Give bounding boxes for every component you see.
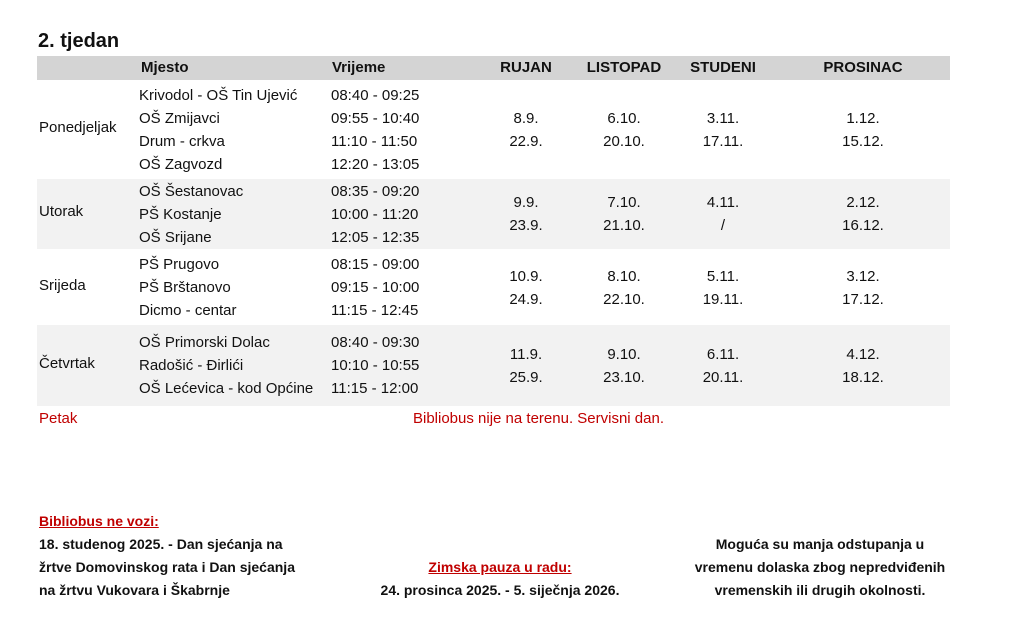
- zimska-pauza-text: 24. prosinca 2025. - 5. siječnja 2026.: [380, 582, 620, 598]
- dates-prosinac: [808, 343, 918, 389]
- ne-vozi-line: 18. studenog 2025. - Dan sjećanja na: [39, 536, 283, 552]
- dates-studeni: [668, 265, 778, 311]
- odstupanja-note: [660, 533, 980, 602]
- table-header: [37, 56, 950, 80]
- day-label: Ponedjeljak: [39, 119, 117, 136]
- date: 4.11.: [706, 194, 740, 211]
- dates-prosinac: [808, 265, 918, 311]
- time: 08:35 - 09:20: [331, 183, 420, 200]
- times-list: [331, 180, 419, 249]
- time: 08:40 - 09:25: [331, 87, 420, 104]
- dates-studeni: [668, 191, 778, 237]
- dates-prosinac: [808, 191, 918, 237]
- page-title: 2. tjedan: [38, 30, 120, 52]
- time: 11:10 - 11:50: [331, 133, 418, 150]
- dates-rujan: [471, 191, 581, 237]
- date: 24.9.: [509, 291, 543, 308]
- header-month-studeni: STUDENI: [690, 59, 756, 76]
- place: Krivodol - OŠ Tin Ujević: [139, 87, 298, 104]
- odstupanja-line: Moguća su manja odstupanja u: [715, 536, 925, 552]
- day-label: Srijeda: [39, 277, 86, 294]
- dates-rujan: [471, 107, 581, 153]
- date: 20.10.: [603, 133, 645, 150]
- places-list: [139, 253, 237, 322]
- date: 9.9.: [513, 194, 539, 211]
- date: 6.11.: [706, 346, 740, 363]
- header-month-rujan: RUJAN: [500, 59, 552, 76]
- place: PŠ Kostanje: [139, 206, 222, 223]
- friday-label: Petak: [39, 410, 78, 427]
- dates-listopad: [569, 107, 679, 153]
- date: 17.12.: [842, 291, 884, 308]
- time: 09:55 - 10:40: [331, 110, 420, 127]
- row-cetvrtak: [37, 325, 950, 406]
- time: 08:40 - 09:30: [331, 334, 420, 351]
- row-utorak: [37, 179, 950, 249]
- dates-studeni: [668, 107, 778, 153]
- date: 18.12.: [842, 369, 884, 386]
- date: 8.9.: [513, 110, 539, 127]
- dates-listopad: [569, 265, 679, 311]
- ne-vozi-title: Bibliobus ne vozi:: [39, 513, 159, 529]
- date: 22.9.: [509, 133, 543, 150]
- places-list: [139, 84, 297, 176]
- dates-listopad: [569, 343, 679, 389]
- date: 21.10.: [603, 217, 645, 234]
- header-mjesto: Mjesto: [141, 59, 189, 76]
- place: OŠ Zagvozd: [139, 156, 223, 173]
- time: 10:10 - 10:55: [331, 357, 420, 374]
- date: 20.11.: [702, 369, 744, 386]
- place: OŠ Lećevica - kod Općine: [139, 380, 314, 397]
- date: 16.12.: [842, 217, 884, 234]
- date: 5.11.: [706, 268, 740, 285]
- date: 3.11.: [706, 110, 740, 127]
- time: 11:15 - 12:45: [331, 302, 419, 319]
- date: 7.10.: [607, 194, 641, 211]
- places-list: [139, 180, 243, 249]
- date: 22.10.: [603, 291, 645, 308]
- date: 25.9.: [509, 369, 543, 386]
- date: 1.12.: [846, 110, 880, 127]
- zimska-pauza-section: [340, 556, 660, 602]
- date: 9.10.: [607, 346, 641, 363]
- row-ponedjeljak: [37, 83, 950, 176]
- time: 12:20 - 13:05: [331, 156, 420, 173]
- date: 19.11.: [702, 291, 744, 308]
- times-list: [331, 84, 419, 176]
- dates-rujan: [471, 265, 581, 311]
- zimska-pauza-title: Zimska pauza u radu:: [428, 559, 572, 575]
- place: Dicmo - centar: [139, 302, 237, 319]
- place: OŠ Šestanovac: [139, 183, 244, 200]
- header-month-prosinac: PROSINAC: [823, 59, 903, 76]
- date: 10.9.: [509, 268, 543, 285]
- header-vrijeme: Vrijeme: [332, 59, 386, 76]
- day-label: Četvrtak: [39, 355, 95, 372]
- dates-rujan: [471, 343, 581, 389]
- time: 10:00 - 11:20: [331, 206, 419, 223]
- friday-note: Bibliobus nije na terenu. Servisni dan.: [413, 410, 664, 427]
- day-label: Utorak: [39, 203, 84, 220]
- place: OŠ Primorski Dolac: [139, 334, 270, 351]
- date: 2.12.: [846, 194, 880, 211]
- date: 11.9.: [509, 346, 543, 363]
- odstupanja-line: vremenu dolaska zbog nepredviđenih: [694, 559, 946, 575]
- dates-prosinac: [808, 107, 918, 153]
- ne-vozi-line: žrtve Domovinskog rata i Dan sjećanja: [39, 559, 295, 575]
- date: 17.11.: [702, 133, 744, 150]
- place: PŠ Prugovo: [139, 256, 220, 273]
- place: OŠ Srijane: [139, 229, 212, 246]
- odstupanja-line: vremenskih ili drugih okolnosti.: [714, 582, 926, 598]
- ne-vozi-line: na žrtvu Vukovara i Škabrnje: [39, 582, 230, 598]
- time: 11:15 - 12:00: [331, 380, 419, 397]
- row-srijeda: [37, 252, 950, 322]
- date: /: [720, 217, 726, 234]
- date: 23.9.: [509, 217, 543, 234]
- dates-studeni: [668, 343, 778, 389]
- place: Drum - crkva: [139, 133, 225, 150]
- place: PŠ Brštanovo: [139, 279, 231, 296]
- time: 09:15 - 10:00: [331, 279, 420, 296]
- date: 8.10.: [607, 268, 641, 285]
- places-list: [139, 331, 313, 400]
- date: 4.12.: [846, 346, 880, 363]
- date: 3.12.: [846, 268, 880, 285]
- date: 6.10.: [607, 110, 641, 127]
- times-list: [331, 331, 419, 400]
- dates-listopad: [569, 191, 679, 237]
- times-list: [331, 253, 419, 322]
- ne-vozi-section: [39, 510, 295, 602]
- time: 12:05 - 12:35: [331, 229, 420, 246]
- header-month-listopad: LISTOPAD: [586, 59, 662, 76]
- date: 23.10.: [603, 369, 645, 386]
- place: OŠ Zmijavci: [139, 110, 220, 127]
- place: Radošić - Đirlići: [139, 357, 244, 374]
- time: 08:15 - 09:00: [331, 256, 420, 273]
- date: 15.12.: [842, 133, 884, 150]
